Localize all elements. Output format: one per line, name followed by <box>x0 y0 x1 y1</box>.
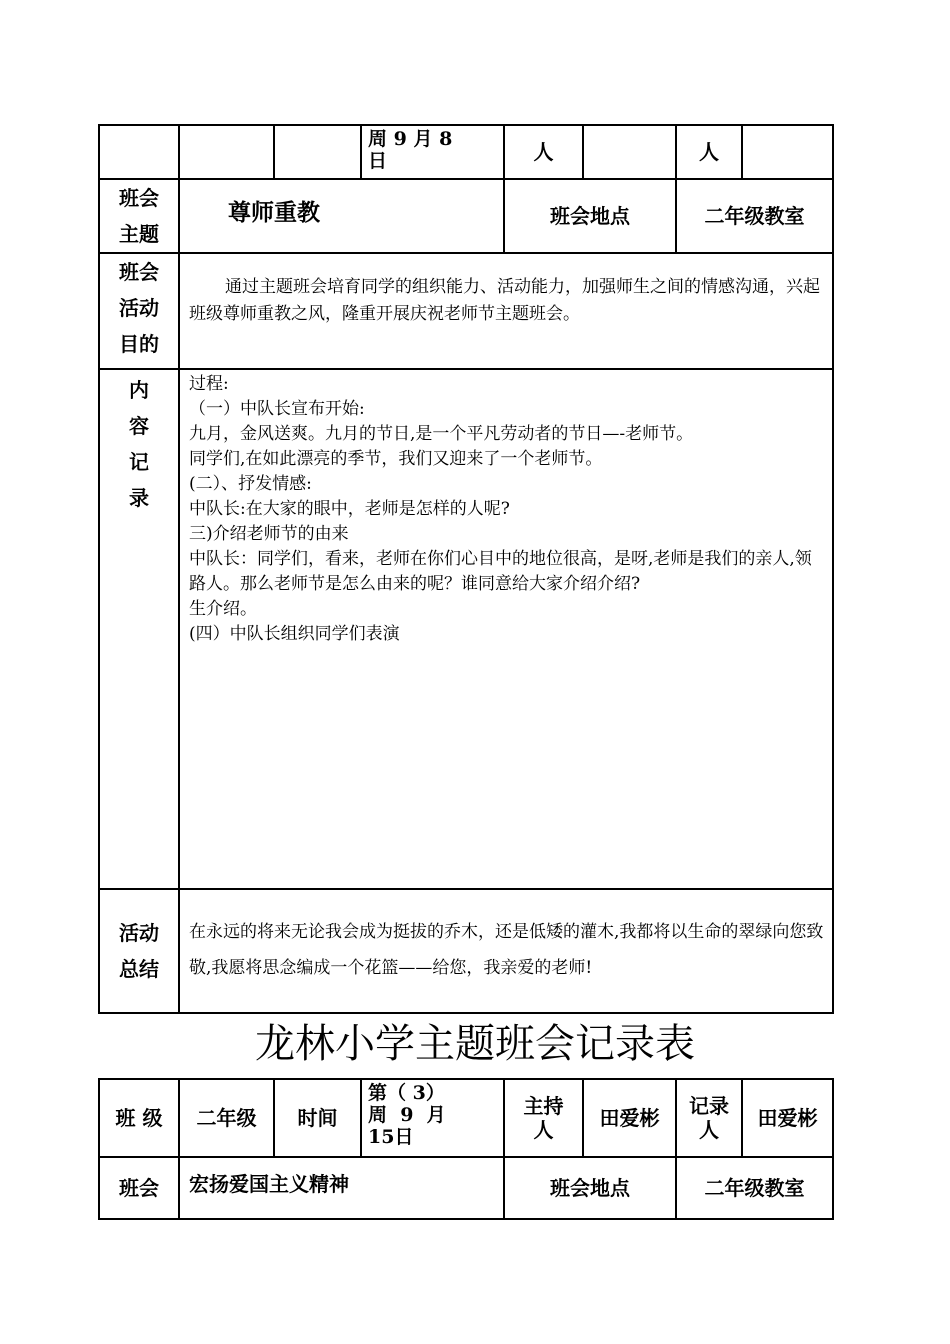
host-label: 主持 人 <box>504 1079 583 1157</box>
theme-label: 班会 主题 <box>99 179 179 253</box>
theme-row-2 <box>99 1157 833 1219</box>
location-label: 班会地点 <box>504 179 676 253</box>
class-label: 班 级 <box>99 1079 179 1157</box>
week-date: 第（ 3） 周 9 月 15日 <box>368 1082 446 1148</box>
content-line: 九月，金风送爽。九月的节日,是一个平凡劳动者的节日—-老师节。 <box>189 424 694 444</box>
theme-value: 宏扬爱国主义精神 <box>179 1157 504 1219</box>
theme-value: 尊师重教 <box>179 179 504 253</box>
content-line: 同学们,在如此漂亮的季节，我们又迎来了一个老师节。 <box>189 449 603 469</box>
header-row-2 <box>99 1079 833 1157</box>
content-line: （一）中队长宣布开始: <box>189 399 365 419</box>
location-value: 二年级教室 <box>676 1157 833 1219</box>
time-label-cell <box>274 125 361 179</box>
class-value-cell <box>179 125 274 179</box>
host-label: 人 <box>504 125 583 179</box>
week-date-cell-2 <box>361 1079 504 1157</box>
content-line: (四）中队长组织同学们表演 <box>189 624 400 644</box>
summary-row <box>99 889 833 1013</box>
summary-text: 在永远的将来无论我会成为挺拔的乔木，还是低矮的灌木,我都将以生命的翠绿向您致敬,我愿将思念编成一个花篮——给您，我亲爱的老师! <box>179 889 833 1013</box>
header-row <box>99 125 833 179</box>
record-table-1 <box>98 124 834 1014</box>
time-label: 时间 <box>274 1079 361 1157</box>
recorder-label: 人 <box>676 125 742 179</box>
host-value: 田爱彬 <box>583 1079 676 1157</box>
host-value-cell <box>583 125 676 179</box>
purpose-label: 班会 活动 目的 <box>99 253 179 369</box>
content-line: 中队长:在大家的眼中，老师是怎样的人呢? <box>189 499 510 519</box>
week-date: 周 9 月 8 日 <box>368 128 453 172</box>
content-line: 生介绍。 <box>189 599 257 619</box>
page-title: 龙林小学主题班会记录表 <box>255 1021 695 1067</box>
content-line: 三)介绍老师节的由来 <box>189 524 349 544</box>
content-label: 内 容 记 录 <box>99 369 179 889</box>
class-label-cell <box>99 125 179 179</box>
content-line: 过程: <box>189 374 229 394</box>
purpose-row <box>99 253 833 369</box>
record-table-2 <box>98 1078 834 1220</box>
recorder-label: 记录 人 <box>676 1079 742 1157</box>
location-label: 班会地点 <box>504 1157 676 1219</box>
recorder-value-cell <box>742 125 833 179</box>
recorder-value: 田爱彬 <box>742 1079 833 1157</box>
location-value: 二年级教室 <box>676 179 833 253</box>
content-line: (二）、抒发情感: <box>189 474 312 494</box>
summary-label: 活动 总结 <box>99 889 179 1013</box>
content-text <box>179 369 833 889</box>
class-value: 二年级 <box>179 1079 274 1157</box>
content-row <box>99 369 833 889</box>
content-line: 中队长：同学们，看来，老师在你们心目中的地位很高，是呀,老师是我们的亲人,领路人。那么老师节是怎么由来的呢？谁同意给大家介绍介绍? <box>189 549 812 594</box>
theme-row <box>99 179 833 253</box>
week-date-cell <box>361 125 504 179</box>
purpose-text: 通过主题班会培育同学的组织能力、活动能力，加强师生之间的情感沟通，兴起班级尊师重教之风，隆重开展庆祝老师节主题班会。 <box>179 253 833 369</box>
theme-label: 班会 <box>99 1157 179 1219</box>
